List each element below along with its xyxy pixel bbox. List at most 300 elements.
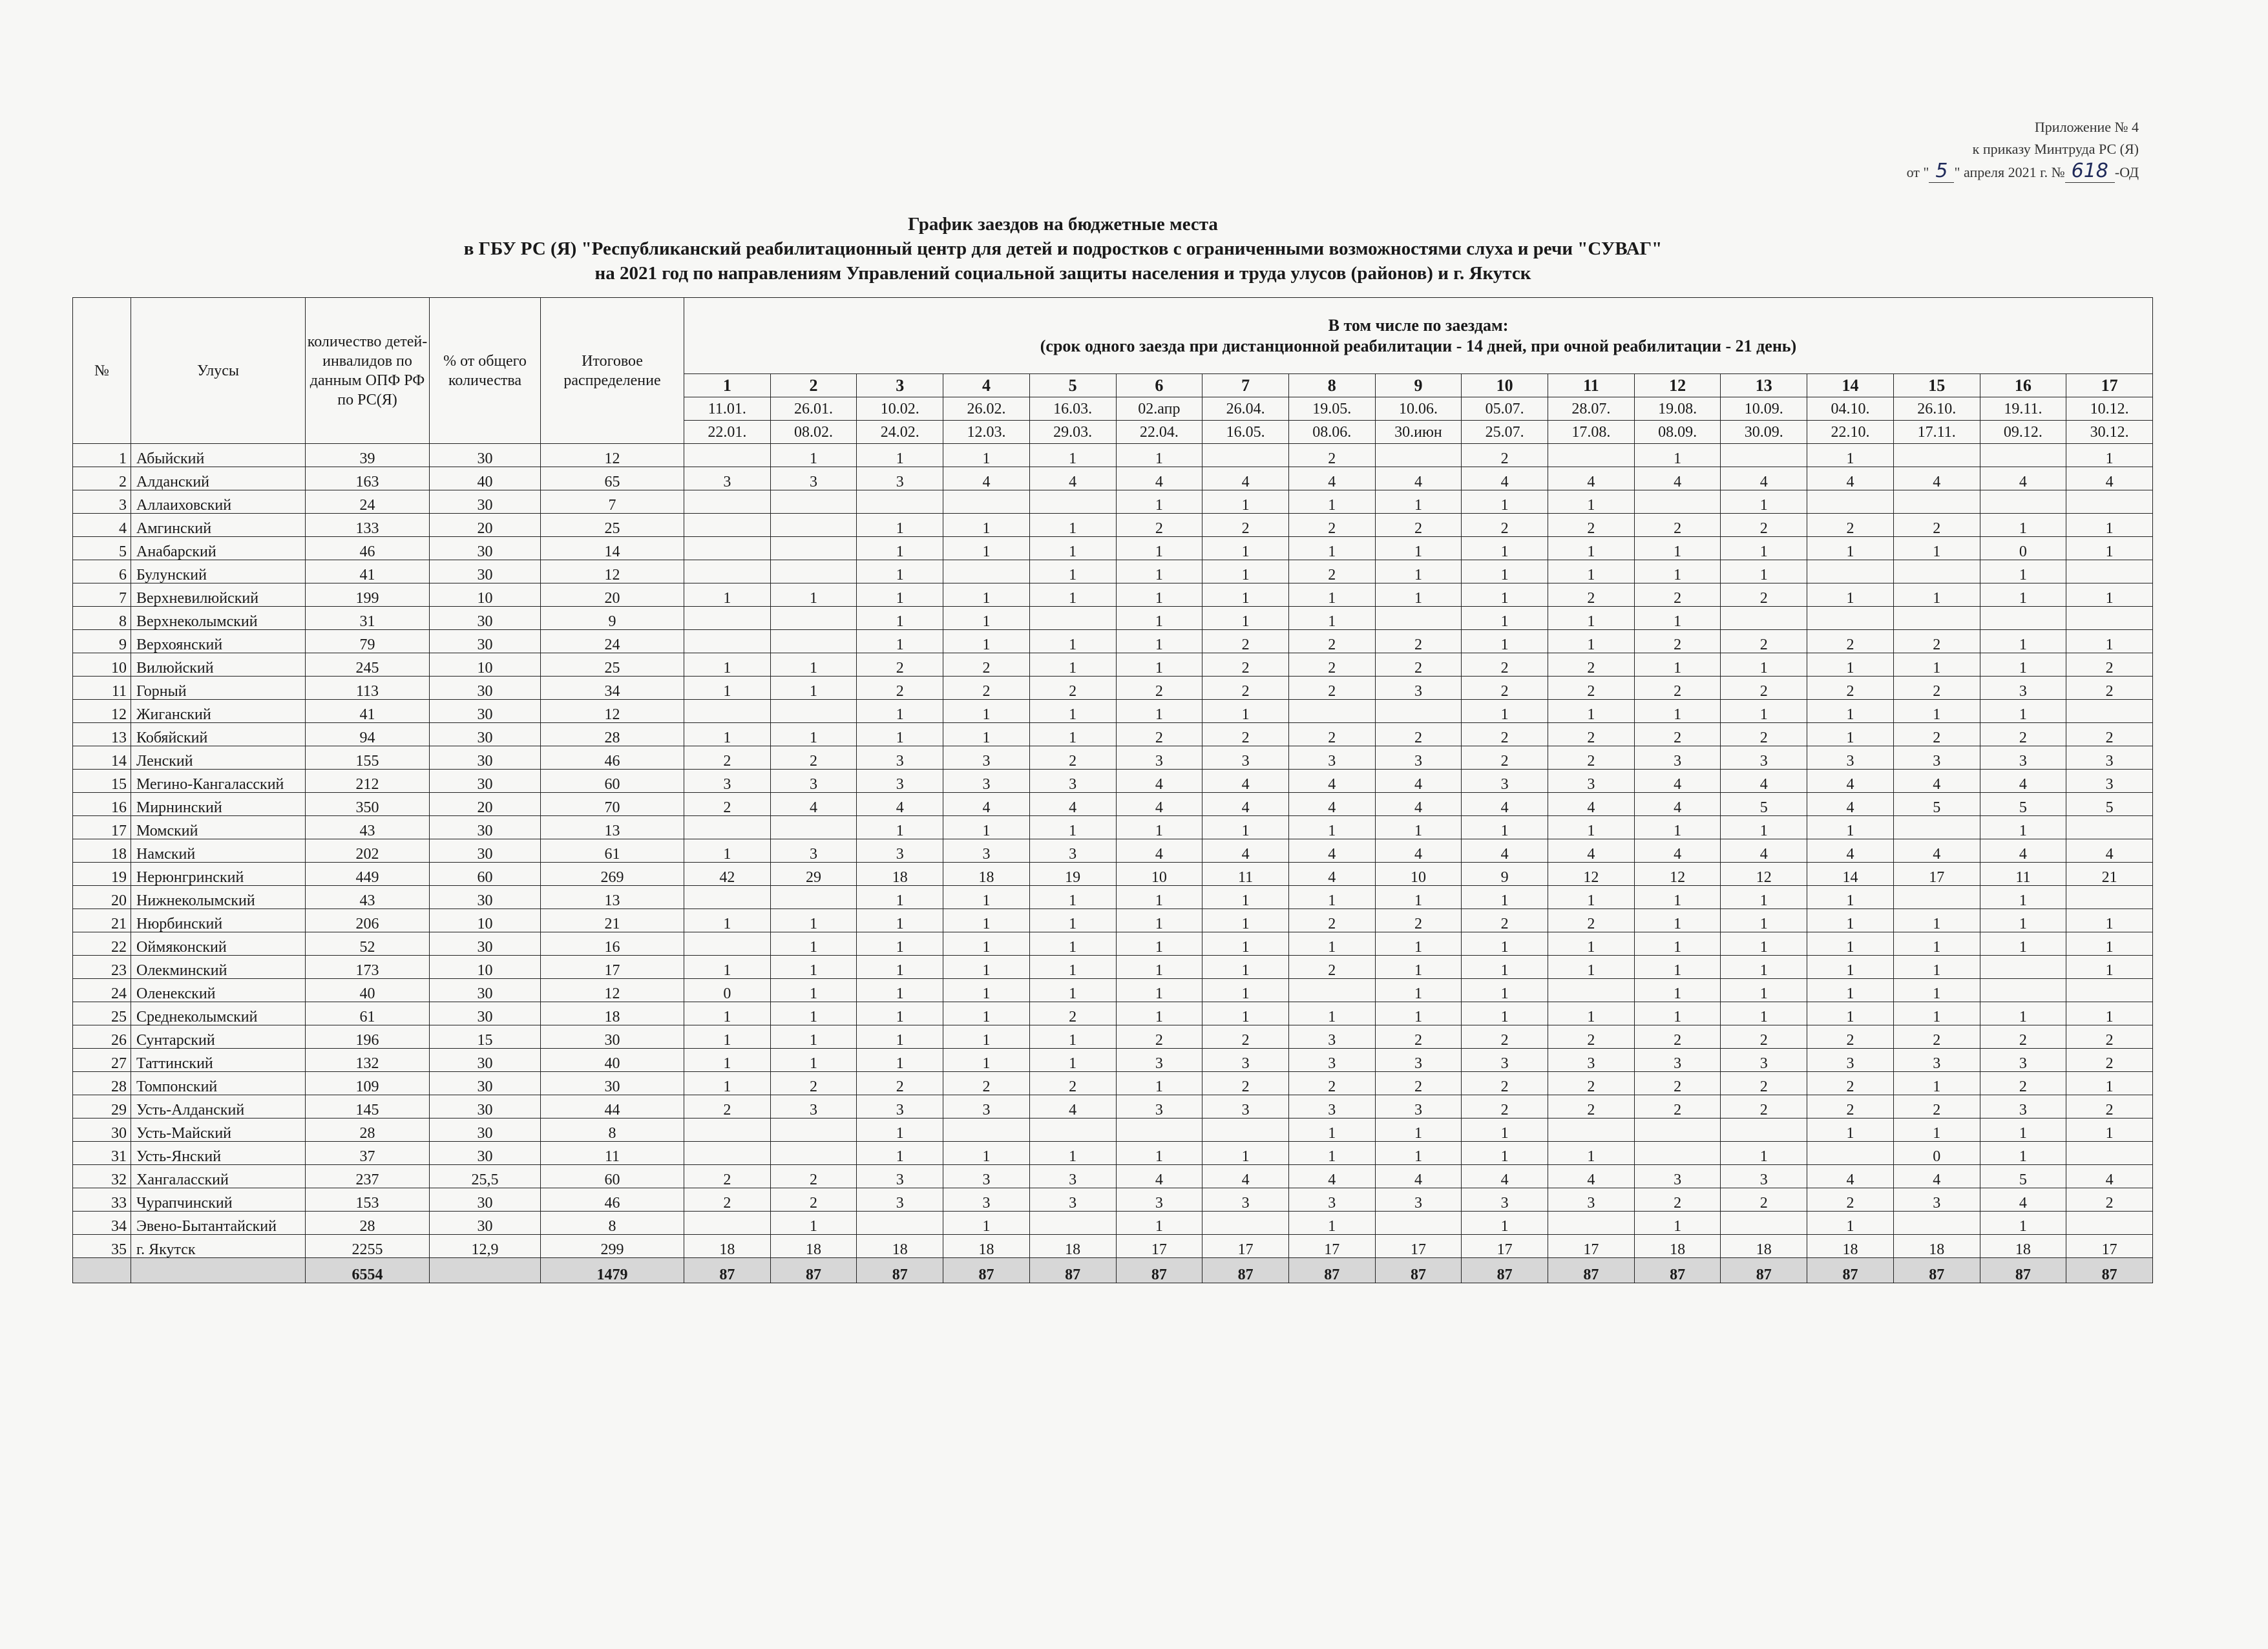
visit-cell: 1 [1634,816,1721,839]
visit-cell: 1 [770,444,857,467]
percent-value: 30 [430,537,541,560]
totals-visit-cell: 87 [1202,1258,1289,1283]
visit-cell [684,1119,771,1142]
visit-cell: 2 [1462,909,1548,932]
visit-cell: 1 [857,932,943,956]
visit-cell: 1 [684,1049,771,1072]
ulus-name: Сунтарский [131,1025,306,1049]
visit-cell: 1 [770,653,857,677]
visit-cell: 12 [1634,863,1721,886]
visit-cell: 3 [1116,1049,1202,1072]
children-count: 28 [306,1119,430,1142]
visit-cell: 2 [1288,560,1375,583]
visit-cell: 2 [1548,1095,1635,1119]
visit-number: 17 [2066,374,2153,397]
visit-cell: 2 [1462,444,1548,467]
visit-cell: 1 [1202,886,1289,909]
visit-cell [1893,560,1980,583]
visit-cell: 1 [1116,444,1202,467]
visit-cell: 3 [857,1188,943,1212]
visit-cell: 1 [1548,560,1635,583]
visit-cell [1807,490,1894,514]
visit-cell: 10 [1375,863,1462,886]
visit-cell: 2 [1807,1025,1894,1049]
visit-cell: 1 [1116,1072,1202,1095]
percent-value: 10 [430,956,541,979]
visit-cell: 2 [770,746,857,770]
percent-value: 30 [430,839,541,863]
visit-cell: 2 [684,1188,771,1212]
visit-cell [1375,444,1462,467]
row-number: 17 [73,816,131,839]
visit-cell: 1 [1202,979,1289,1002]
visit-cell: 1 [943,816,1030,839]
visit-cell: 1 [770,677,857,700]
total-distribution: 8 [541,1119,684,1142]
row-number: 15 [73,770,131,793]
visit-cell: 1 [1807,1212,1894,1235]
ulus-name: Оленекский [131,979,306,1002]
visit-cell: 2 [1634,514,1721,537]
visit-cell: 3 [1721,1049,1807,1072]
total-distribution: 299 [541,1235,684,1258]
visit-cell: 3 [1548,1049,1635,1072]
total-distribution: 46 [541,746,684,770]
visit-cell: 1 [943,1025,1030,1049]
visit-cell: 4 [1375,467,1462,490]
percent-value: 10 [430,583,541,607]
visit-cell: 1 [943,886,1030,909]
visit-cell: 3 [1548,1188,1635,1212]
visit-cell: 1 [1807,1119,1894,1142]
visit-cell: 1 [943,444,1030,467]
visit-cell: 2 [1721,514,1807,537]
visit-cell: 1 [1548,956,1635,979]
percent-value: 30 [430,1119,541,1142]
visit-cell: 4 [1375,839,1462,863]
visit-end-date: 29.03. [1029,421,1116,444]
children-count: 40 [306,979,430,1002]
row-number: 5 [73,537,131,560]
visit-cell: 1 [1288,932,1375,956]
visit-cell: 1 [1375,490,1462,514]
visit-cell: 2 [1807,630,1894,653]
visit-cell: 18 [1634,1235,1721,1258]
total-distribution: 7 [541,490,684,514]
visit-cell: 17 [1116,1235,1202,1258]
ulus-name: Чурапчинский [131,1188,306,1212]
visit-cell: 3 [1893,1049,1980,1072]
visit-cell: 1 [1980,514,2066,537]
visit-cell: 4 [1893,1165,1980,1188]
ulus-name: Ленский [131,746,306,770]
children-count: 2255 [306,1235,430,1258]
percent-value: 40 [430,467,541,490]
visit-cell: 1 [943,1212,1030,1235]
visit-cell: 21 [2066,863,2153,886]
visit-cell: 3 [1116,1095,1202,1119]
visit-start-date: 16.03. [1029,397,1116,421]
visit-cell: 1 [1029,583,1116,607]
title-line-1: График заездов на бюджетные места [908,214,1218,235]
visit-cell: 1 [1375,560,1462,583]
visit-cell: 2 [1462,1095,1548,1119]
percent-value: 20 [430,514,541,537]
visit-cell [1721,1119,1807,1142]
children-count: 155 [306,746,430,770]
visit-cell [2066,700,2153,723]
visit-cell: 3 [1202,746,1289,770]
table-row [73,1095,2153,1119]
total-distribution: 12 [541,979,684,1002]
visit-cell: 1 [770,979,857,1002]
table-row [73,1235,2153,1258]
visit-cell [2066,1212,2153,1235]
total-distribution: 13 [541,816,684,839]
ulus-name: Таттинский [131,1049,306,1072]
visit-cell: 1 [1980,1002,2066,1025]
visit-cell: 1 [857,1025,943,1049]
visit-cell: 1 [1116,1212,1202,1235]
visit-cell: 1 [1375,979,1462,1002]
visit-cell: 1 [1202,816,1289,839]
visit-cell: 1 [2066,1002,2153,1025]
visit-cell: 1 [1980,1212,2066,1235]
visit-cell: 1 [1288,1119,1375,1142]
visit-cell: 1 [1634,932,1721,956]
visit-cell: 2 [1288,514,1375,537]
visit-cell: 1 [1893,909,1980,932]
visit-cell: 1 [857,956,943,979]
annex-number-handwritten: 618 [2065,160,2115,183]
visit-cell: 1 [1807,979,1894,1002]
visit-cell: 1 [1029,514,1116,537]
percent-value: 15 [430,1025,541,1049]
visit-cell: 2 [1721,630,1807,653]
visit-cell: 2 [1548,677,1635,700]
visit-cell: 1 [1375,537,1462,560]
total-distribution: 14 [541,537,684,560]
total-distribution: 46 [541,1188,684,1212]
visit-cell [1893,607,1980,630]
visit-cell: 1 [1116,1002,1202,1025]
visit-cell: 1 [1548,1002,1635,1025]
visit-cell: 2 [1721,1188,1807,1212]
visit-cell: 2 [1893,514,1980,537]
table-row [73,770,2153,793]
visit-cell [1893,886,1980,909]
visit-cell: 4 [1029,793,1116,816]
visit-cell: 1 [1548,537,1635,560]
visit-cell: 1 [1202,1142,1289,1165]
visit-cell: 1 [943,909,1030,932]
visit-cell: 1 [1634,909,1721,932]
visit-cell: 1 [1116,630,1202,653]
visit-cell [770,537,857,560]
totals-visit-cell: 87 [1721,1258,1807,1283]
visit-cell [1548,1119,1635,1142]
children-count: 28 [306,1212,430,1235]
visit-cell: 3 [1375,1095,1462,1119]
visit-cell: 1 [1548,490,1635,514]
visit-end-date: 17.08. [1548,421,1635,444]
percent-value: 30 [430,746,541,770]
visit-cell: 18 [1721,1235,1807,1258]
visit-cell: 1 [1375,583,1462,607]
visit-cell: 1 [1116,607,1202,630]
visit-cell: 2 [1462,1025,1548,1049]
visit-cell: 2 [1548,1072,1635,1095]
visit-cell: 2 [1029,677,1116,700]
visit-cell [684,700,771,723]
visit-cell: 1 [1980,886,2066,909]
percent-value: 30 [430,1049,541,1072]
visit-cell: 1 [1288,607,1375,630]
visit-cell: 2 [1029,1072,1116,1095]
visit-cell [1634,1142,1721,1165]
ulus-name: Анабарский [131,537,306,560]
visit-cell: 2 [1288,630,1375,653]
percent-value: 10 [430,909,541,932]
visit-cell: 1 [1721,700,1807,723]
table-row [73,560,2153,583]
visit-cell: 18 [770,1235,857,1258]
visit-cell: 1 [1548,886,1635,909]
visit-cell: 1 [2066,932,2153,956]
visit-start-date: 05.07. [1462,397,1548,421]
visit-cell: 2 [1548,746,1635,770]
visit-start-date: 26.04. [1202,397,1289,421]
visit-cell: 2 [1634,1188,1721,1212]
visit-cell: 4 [1548,1165,1635,1188]
table-row [73,630,2153,653]
visit-cell [1288,979,1375,1002]
visit-cell: 1 [1116,490,1202,514]
visit-cell: 1 [1548,932,1635,956]
visit-cell: 2 [1116,1025,1202,1049]
total-distribution: 17 [541,956,684,979]
visit-start-date: 11.01. [684,397,771,421]
percent-value: 30 [430,560,541,583]
visit-cell: 3 [1202,1095,1289,1119]
visit-cell: 3 [684,770,771,793]
visit-cell: 1 [1462,583,1548,607]
visit-number: 16 [1980,374,2066,397]
visit-cell: 1 [1462,560,1548,583]
visit-cell: 1 [943,956,1030,979]
totals-name [131,1258,306,1283]
visit-cell: 4 [1375,1165,1462,1188]
visit-cell: 4 [1116,467,1202,490]
visit-cell: 4 [1980,839,2066,863]
visit-cell: 1 [1116,909,1202,932]
total-distribution: 16 [541,932,684,956]
children-count: 163 [306,467,430,490]
visit-end-date: 30.12. [2066,421,2153,444]
visit-cell: 1 [1288,1212,1375,1235]
visit-cell [684,1212,771,1235]
visit-cell: 1 [943,1142,1030,1165]
visit-cell [770,886,857,909]
visit-cell: 1 [857,514,943,537]
visit-cell [1893,1212,1980,1235]
visit-cell: 2 [1721,677,1807,700]
visit-cell [1980,490,2066,514]
table-row [73,746,2153,770]
visit-cell: 17 [1202,1235,1289,1258]
percent-value: 30 [430,816,541,839]
children-count: 199 [306,583,430,607]
title-line-2: в ГБУ РС (Я) "Республиканский реабилитационный центр для детей и подростков с ограниченными возможностями слуха и речи "СУВАГ" [463,238,1663,259]
visit-cell: 5 [1721,793,1807,816]
visit-cell: 2 [1462,514,1548,537]
visit-cell: 4 [1288,863,1375,886]
visit-start-date: 19.11. [1980,397,2066,421]
visit-cell: 1 [2066,537,2153,560]
visit-cell: 3 [943,839,1030,863]
table-row [73,677,2153,700]
totals-row [73,1258,2153,1283]
visit-cell: 4 [1634,793,1721,816]
visit-cell: 3 [1548,770,1635,793]
visit-cell: 1 [1462,537,1548,560]
totals-percent [430,1258,541,1283]
children-count: 37 [306,1142,430,1165]
title-line-3: на 2021 год по направлениям Управлений социальной защиты населения и труда улусов (районов) и г. Якутск [594,263,1531,284]
visit-cell: 2 [1807,1072,1894,1095]
visit-number: 12 [1634,374,1721,397]
visit-cell: 4 [1548,467,1635,490]
visit-cell: 1 [770,956,857,979]
visit-number: 1 [684,374,771,397]
visit-cell [770,1142,857,1165]
visit-cell: 1 [1462,630,1548,653]
row-number: 8 [73,607,131,630]
table-row [73,1119,2153,1142]
children-count: 24 [306,490,430,514]
children-count: 206 [306,909,430,932]
visit-cell: 1 [1721,490,1807,514]
visit-cell [943,560,1030,583]
visit-cell: 1 [857,886,943,909]
header-ulus: Улусы [131,298,306,444]
visit-cell: 1 [1462,607,1548,630]
visit-cell [1893,490,1980,514]
visit-cell: 4 [1288,770,1375,793]
visit-cell: 1 [1807,700,1894,723]
visit-cell: 3 [1375,677,1462,700]
total-distribution: 12 [541,444,684,467]
table-header [73,298,2153,444]
visit-cell: 3 [943,1165,1030,1188]
children-count: 245 [306,653,430,677]
visit-cell: 9 [1462,863,1548,886]
visit-cell: 1 [1116,1142,1202,1165]
totals-visit-cell: 87 [1634,1258,1721,1283]
annex-line3 [1854,160,2139,184]
visit-cell: 2 [1029,746,1116,770]
visit-cell: 2 [1202,677,1289,700]
ulus-name: Аллаиховский [131,490,306,514]
table-row [73,444,2153,467]
annex-day-handwritten: 5 [1929,160,1954,183]
visit-cell: 1 [1288,1002,1375,1025]
total-distribution: 28 [541,723,684,746]
visit-cell [1893,444,1980,467]
visit-cell [1807,607,1894,630]
table-row [73,909,2153,932]
visit-cell: 1 [684,653,771,677]
visit-cell: 4 [1116,839,1202,863]
row-number: 2 [73,467,131,490]
visit-cell: 1 [943,537,1030,560]
visit-cell: 1 [1807,723,1894,746]
visit-cell: 2 [1375,723,1462,746]
visit-cell: 2 [1807,1095,1894,1119]
visit-cell: 3 [857,1165,943,1188]
total-distribution: 40 [541,1049,684,1072]
visit-cell: 3 [943,746,1030,770]
visit-cell: 2 [1980,1072,2066,1095]
visit-cell: 2 [2066,1049,2153,1072]
visit-cell [1980,444,2066,467]
visit-cell: 4 [1288,839,1375,863]
visit-cell: 2 [1634,1072,1721,1095]
visit-cell [770,1119,857,1142]
visit-cell: 4 [1375,770,1462,793]
visit-cell: 1 [1116,537,1202,560]
visit-cell: 4 [1202,1165,1289,1188]
visit-cell [770,700,857,723]
visit-cell: 1 [1375,956,1462,979]
visit-cell: 17 [1288,1235,1375,1258]
visit-cell: 2 [1548,723,1635,746]
visit-cell: 1 [684,839,771,863]
visit-cell [770,607,857,630]
ulus-name: Мегино-Кангаласский [131,770,306,793]
visit-cell: 1 [857,444,943,467]
visit-cell: 3 [2066,770,2153,793]
visit-cell: 3 [1375,746,1462,770]
percent-value: 30 [430,1095,541,1119]
percent-value: 60 [430,863,541,886]
row-number: 1 [73,444,131,467]
total-distribution: 12 [541,700,684,723]
visit-cell: 1 [1721,1142,1807,1165]
ulus-name: Намский [131,839,306,863]
percent-value: 30 [430,607,541,630]
visit-start-date: 28.07. [1548,397,1635,421]
visit-cell [684,816,771,839]
visit-cell: 4 [1202,770,1289,793]
annex-line2: к приказу Минтруда РС (Я) [1972,141,2139,157]
visit-cell: 1 [943,979,1030,1002]
visit-cell: 1 [1462,700,1548,723]
row-number: 6 [73,560,131,583]
visit-cell: 3 [1029,1188,1116,1212]
visit-cell: 1 [2066,909,2153,932]
visit-cell: 4 [1807,467,1894,490]
visit-cell: 1 [1634,537,1721,560]
percent-value: 30 [430,700,541,723]
visit-number: 5 [1029,374,1116,397]
visit-cell: 11 [1202,863,1289,886]
visit-end-date: 17.11. [1893,421,1980,444]
visit-cell: 1 [1116,700,1202,723]
percent-value: 20 [430,793,541,816]
total-distribution: 20 [541,583,684,607]
visit-cell: 1 [1807,583,1894,607]
